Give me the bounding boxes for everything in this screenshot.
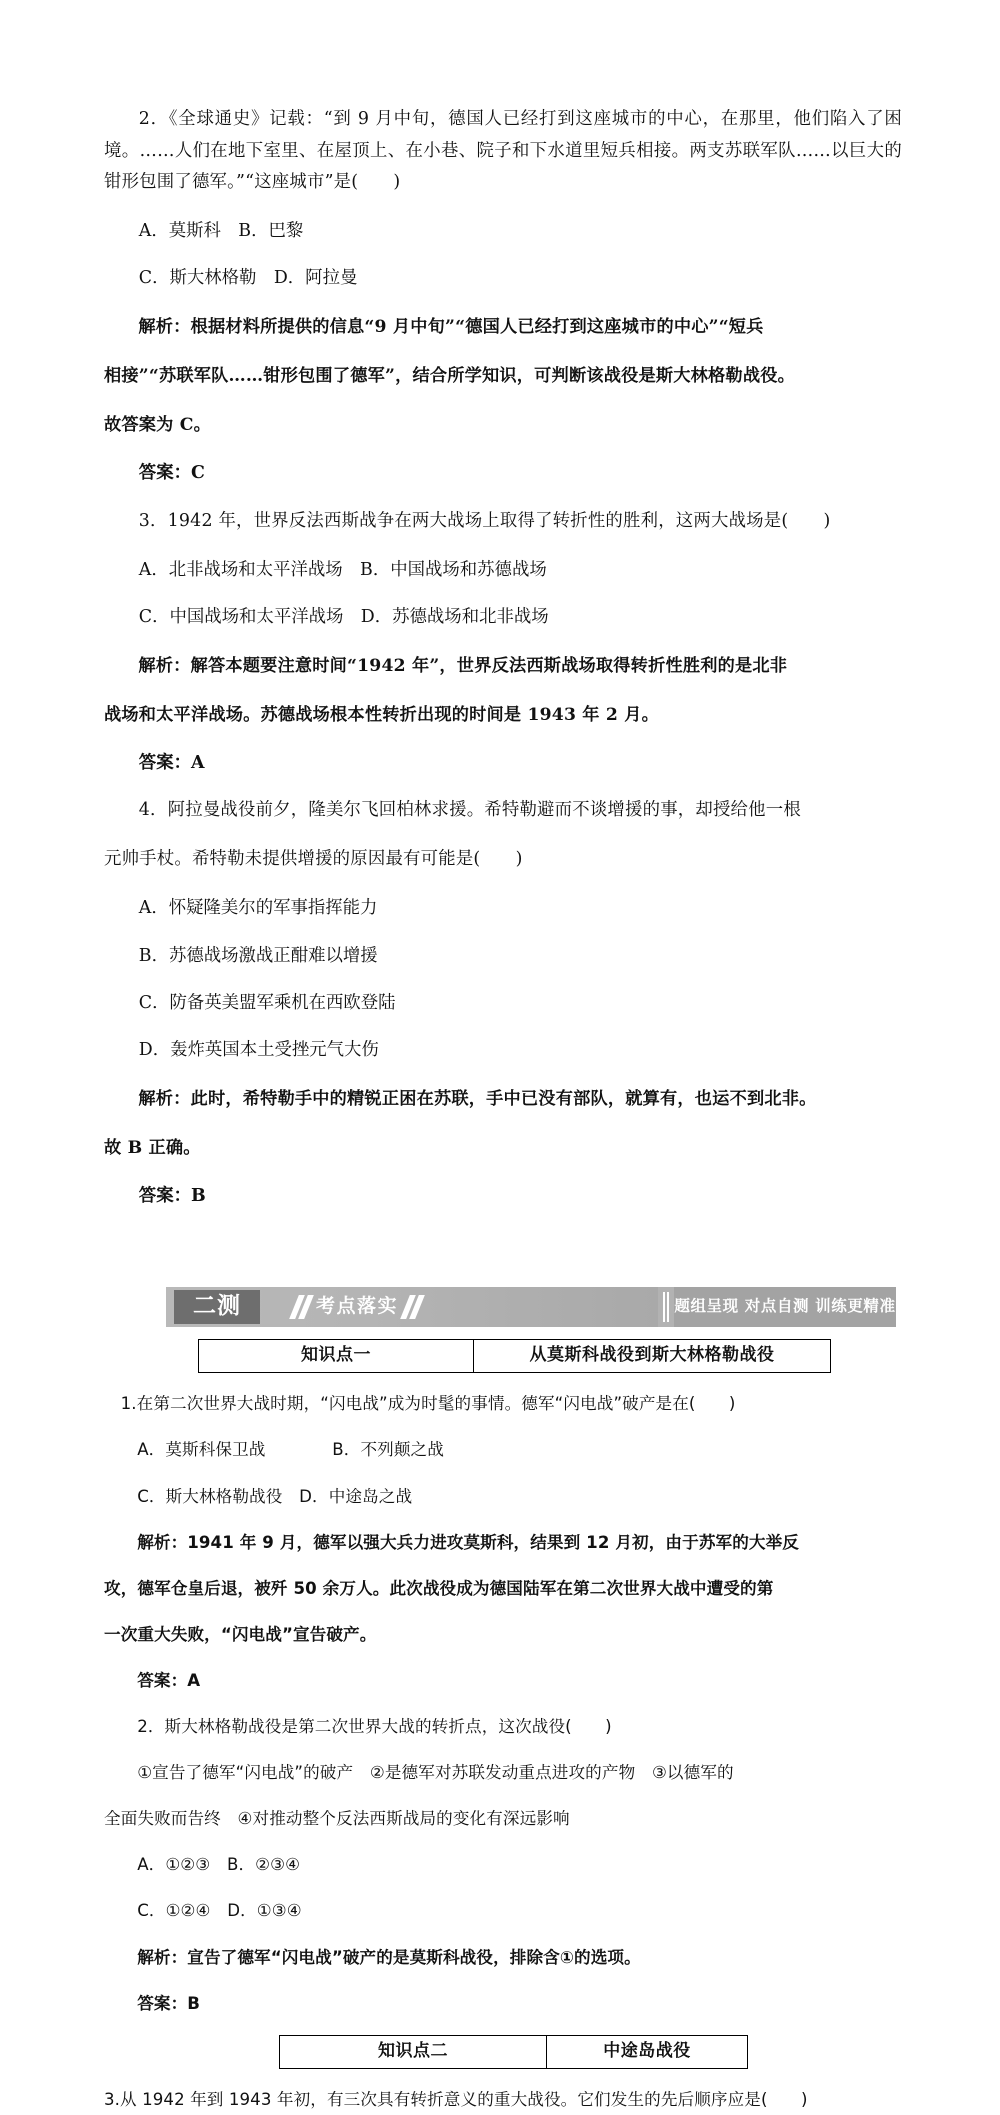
question-4-option-c: C．防备英美盟军乘机在西欧登陆 [138, 993, 396, 1014]
knowledge-point-1-title: 从莫斯科战役到斯大林格勒战役 [474, 1339, 831, 1372]
question-4-stem-line-1: 4．阿拉曼战役前夕，隆美尔飞回柏林求援。希特勒避而不谈增援的事，却授给他一根 [138, 800, 801, 821]
section2-question-3-stem: 3.从 1942 年到 1943 年初，有三次具有转折意义的重大战役。它们发生的先后顺序应是( ) [104, 2090, 808, 2110]
section2-question-2-options-line-2: C．①②④ D．①③④ [137, 1901, 302, 1921]
knowledge-point-2-label: 知识点二 [280, 2035, 547, 2068]
knowledge-point-2-title: 中途岛战役 [547, 2035, 748, 2068]
question-4-option-d: D．轰炸英国本土受挫元气大伤 [138, 1040, 379, 1061]
banner-tagline: 题组呈现 对点自测 训练更精准 [674, 1297, 896, 1316]
section2-question-1-analysis-line-3: 一次重大失败，“闪电战”宣告破产。 [104, 1624, 377, 1644]
question-3-options-line-2: C．中国战场和太平洋战场 D．苏德战场和北非战场 [138, 607, 549, 628]
section2-question-1-options-line-2: C．斯大林格勒战役 D．中途岛之战 [137, 1486, 413, 1506]
question-4-analysis-line-2: 故 B 正确。 [104, 1138, 201, 1158]
banner-left-band [166, 1287, 658, 1327]
section2-question-1-stem: 1.在第二次世界大战时期，“闪电战”成为时髦的事情。德军“闪电战”破产是在( ) [120, 1394, 736, 1414]
slash-right-icon [405, 1295, 420, 1319]
section2-question-2 [104, 1712, 902, 2018]
section2-question-1-options-line-1: A．莫斯科保卫战 B．不列颠之战 [137, 1440, 444, 1460]
question-4-stem-line-2: 元帅手杖。希特勒未提供增援的原因最有可能是( ) [104, 849, 523, 870]
knowledge-point-1-label: 知识点一 [199, 1339, 474, 1372]
question-3-options-line-1: A．北非战场和太平洋战场 B．中国战场和苏德战场 [138, 559, 547, 580]
question-2-analysis-line-2: 相接”“苏联军队……钳形包围了德军”，结合所学知识，可判断该战役是斯大林格勒战役。 [104, 365, 795, 386]
question-2-stem: 2．《全球通史》记载：“到 9 月中旬，德国人已经打到这座城市的中心，在那里，他们陷入了困境。……人们在地下室里、在屋顶上、在小巷、院子和下水道里短兵相接。两支苏联军队……以巨大的钳形包围了德军。”“这座城市”是( ) [104, 109, 902, 192]
knowledge-point-1-table [198, 1339, 831, 1373]
question-3 [104, 506, 902, 778]
slash-left-icon [294, 1295, 309, 1319]
section2-question-2-analysis: 解析：宣告了德军“闪电战”破产的是莫斯科战役，排除含①的选项。 [137, 1947, 641, 1967]
question-2 [104, 104, 902, 488]
section-banner [166, 1287, 896, 1327]
question-3-stem: 3．1942 年，世界反法西斯战争在两大战场上取得了转折性的胜利，这两大战场是( ) [138, 510, 831, 531]
banner-subtitle-group [294, 1287, 420, 1327]
section2-question-2-answer: 答案：B [137, 1993, 201, 2013]
table-row [199, 1339, 831, 1372]
question-3-analysis-line-1: 解析：解答本题要注意时间“1942 年”，世界反法西斯战场取得转折性胜利的是北非 [138, 655, 788, 676]
question-4-answer: 答案：B [138, 1186, 206, 1207]
question-2-analysis-line-1: 解析：根据材料所提供的信息“9 月中旬”“德国人已经打到这座城市的中心”“短兵 [138, 316, 764, 337]
banner-right-band [674, 1287, 896, 1327]
section-badge-label: 二测 [193, 1293, 241, 1320]
section2-question-1-analysis-line-1: 解析：1941 年 9 月，德军以强大兵力进攻莫斯科，结果到 12 月初，由于苏军的大举反 [137, 1532, 799, 1552]
table-row [280, 2035, 748, 2068]
section2-question-1-answer: 答案：A [137, 1670, 201, 1690]
question-4 [104, 795, 902, 1211]
question-3-analysis-line-2: 战场和太平洋战场。苏德战场根本性转折出现的时间是 1943 年 2 月。 [104, 704, 659, 725]
question-2-options-line-2: C．斯大林格勒 D．阿拉曼 [138, 268, 358, 289]
question-4-analysis-line-1: 解析：此时，希特勒手中的精锐正困在苏联，手中已没有部队，就算有，也运不到北非。 [138, 1088, 817, 1109]
section2-question-1 [104, 1389, 902, 1695]
question-4-option-b: B．苏德战场激战正酣难以增援 [138, 945, 378, 966]
section-subtitle: 考点落实 [316, 1295, 399, 1318]
question-4-option-a: A．怀疑隆美尔的军事指挥能力 [138, 898, 378, 919]
question-2-analysis-line-3: 故答案为 C。 [104, 415, 212, 436]
section2-question-2-options-line-1: A．①②③ B．②③④ [137, 1855, 301, 1875]
section2-question-2-items-line-2: 全面失败而告终 ④对推动整个反法西斯战局的变化有深远影响 [104, 1809, 570, 1829]
question-2-answer: 答案：C [138, 463, 205, 484]
section-badge [174, 1290, 260, 1324]
section2-question-1-analysis-line-2: 攻，德军仓皇后退，被歼 50 余万人。此次战役成为德国陆军在第二次世界大战中遭受的第 [104, 1578, 774, 1598]
knowledge-point-2-table [279, 2035, 748, 2069]
question-3-answer: 答案：A [138, 753, 205, 774]
section2-question-2-items-line-1: ①宣告了德军“闪电战”的破产 ②是德军对苏联发动重点进攻的产物 ③以德军的 [137, 1763, 734, 1783]
section2-question-2-stem: 2．斯大林格勒战役是第二次世界大战的转折点，这次战役( ) [137, 1717, 612, 1737]
section-spacer [104, 1229, 902, 1287]
section2-question-3 [104, 2085, 902, 2115]
banner-divider-icon [658, 1287, 674, 1327]
question-2-options-line-1: A．莫斯科 B．巴黎 [138, 220, 304, 241]
